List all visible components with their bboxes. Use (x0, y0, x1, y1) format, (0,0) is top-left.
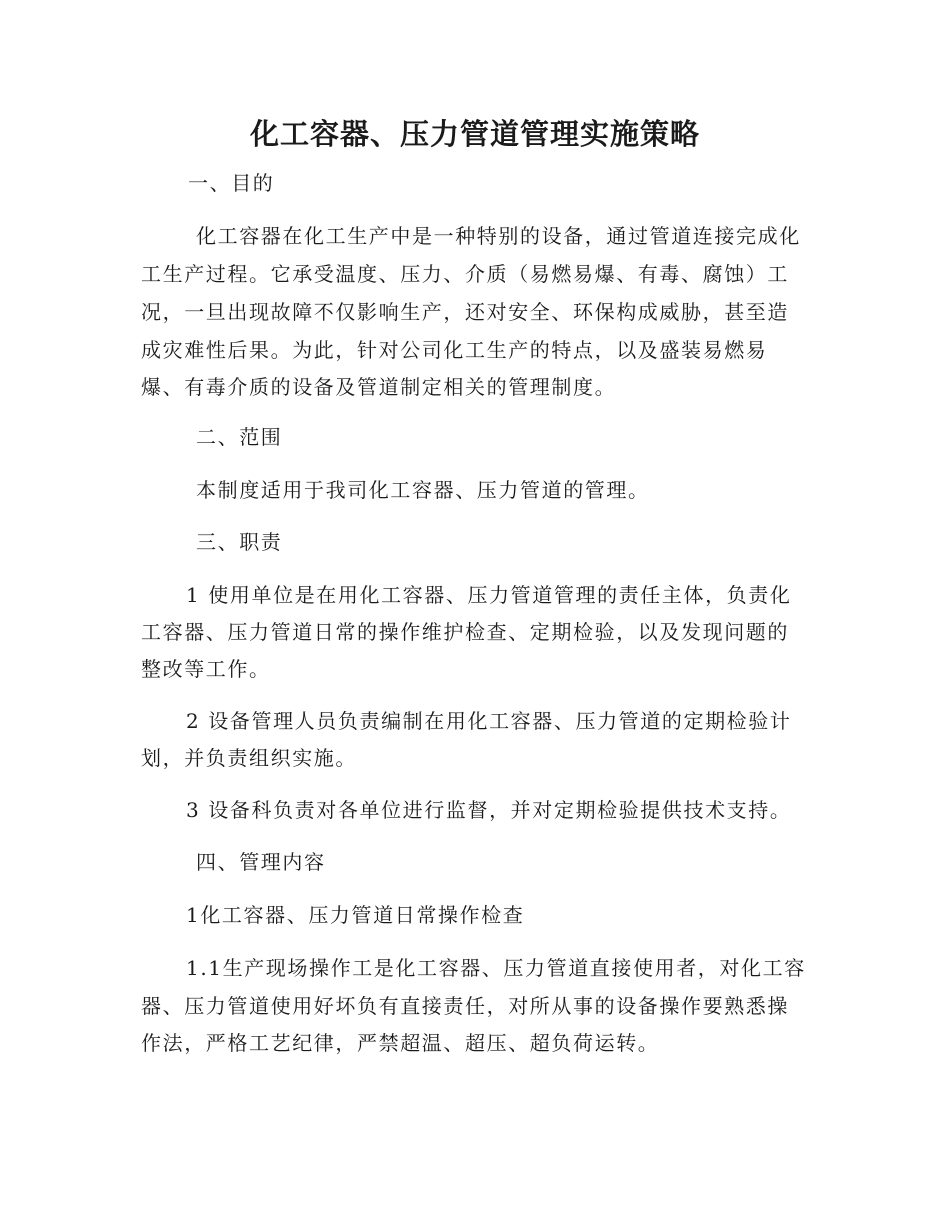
paragraph-line: 划，并负责组织实施。 (141, 746, 357, 770)
paragraph-line: 作法，严格工艺纪律，严禁超温、超压、超负荷运转。 (141, 1031, 660, 1055)
paragraph-line: 1.1生产现场操作工是化工容器、压力管道直接使用者，对化工容 (186, 956, 806, 980)
section-heading-purpose: 一、目的 (188, 171, 275, 195)
section-heading-management-content: 四、管理内容 (196, 850, 326, 874)
section-heading-scope: 二、范围 (196, 425, 283, 449)
paragraph-line: 爆、有毒介质的设备及管道制定相关的管理制度。 (141, 375, 617, 399)
paragraph-line: 器、压力管道使用好坏负有直接责任，对所从事的设备操作要熟悉操 (141, 994, 789, 1018)
paragraph-line: 1 使用单位是在用化工容器、压力管道管理的责任主体，负责化 (186, 583, 792, 607)
paragraph-line: 工容器、压力管道日常的操作维护检查、定期检验，以及发现问题的 (141, 620, 789, 644)
paragraph-line: 2 设备管理人员负责编制在用化工容器、压力管道的定期检验计 (186, 709, 792, 733)
subsection-heading-daily-inspection: 1化工容器、压力管道日常操作检查 (186, 903, 525, 927)
section-heading-responsibilities: 三、职责 (196, 530, 283, 554)
paragraph-line: 成灾难性后果。为此，针对公司化工生产的特点，以及盛装易燃易 (141, 338, 768, 362)
paragraph-line: 整改等工作。 (141, 657, 271, 681)
paragraph-line: 况，一旦出现故障不仅影响生产，还对安全、环保构成威胁，甚至造 (141, 300, 789, 324)
paragraph-line: 化工容器在化工生产中是一种特别的设备，通过管道连接完成化 (196, 224, 801, 248)
paragraph-scope: 本制度适用于我司化工容器、压力管道的管理。 (196, 478, 650, 502)
paragraph-line: 工生产过程。它承受温度、压力、介质（易燃易爆、有毒、腐蚀）工 (141, 262, 789, 286)
document-title: 化工容器、压力管道管理实施策略 (249, 117, 700, 151)
responsibility-item-3: 3 设备科负责对各单位进行监督，并对定期检验提供技术支持。 (186, 798, 792, 822)
